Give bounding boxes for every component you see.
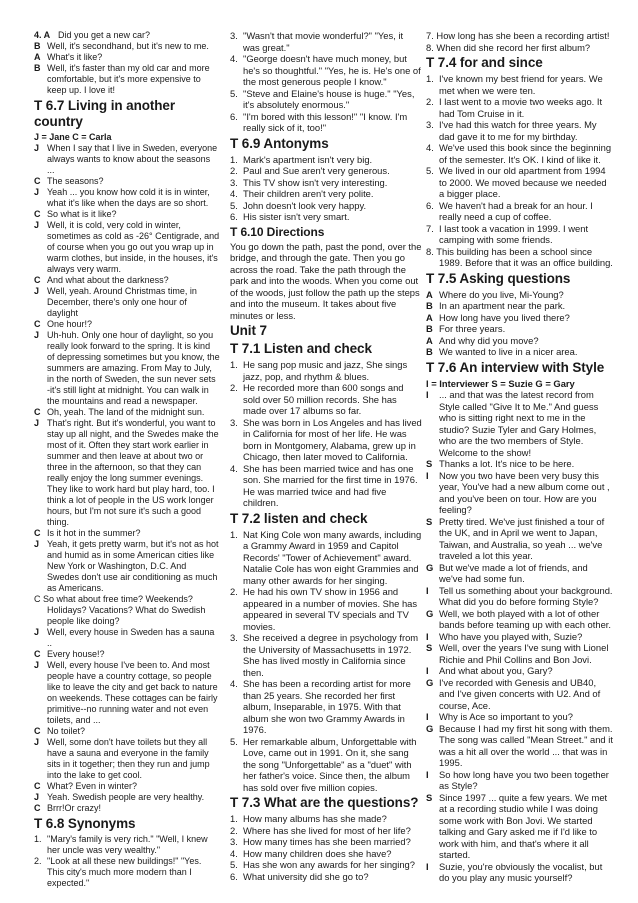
speaker-label: 4. A — [34, 30, 51, 40]
dialogue-line — [426, 389, 614, 458]
numbered-item — [230, 359, 422, 382]
line-text: Yeah ... you know how cold it is in winter, what it's like when the days are so short. — [47, 187, 210, 208]
section-heading: T 7.1 Listen and check — [230, 341, 372, 356]
speaker-label: G — [426, 676, 434, 688]
item-number: 1. — [426, 73, 434, 84]
line-text: So how long have you two been together as Style? — [439, 768, 609, 791]
item-number: 3. — [230, 30, 238, 41]
column-middle — [230, 30, 422, 882]
item-text: She received a degree in psychology from the University of Massachusetts in 1972. She has lived mostly in California since then. — [243, 632, 419, 678]
speaker-label: C — [34, 781, 41, 791]
numbered-item — [230, 678, 422, 736]
numbered-item — [426, 96, 614, 119]
dialogue-line — [34, 792, 220, 803]
item-number: 5. — [230, 87, 238, 99]
speaker-label: J — [34, 143, 40, 153]
speaker-label: C — [34, 275, 41, 285]
item-number: 4. — [230, 188, 238, 199]
paragraph: 8. When did she record her first album? — [426, 41, 591, 53]
dialogue-line — [426, 631, 614, 643]
dialogue-line — [34, 275, 220, 286]
section-heading: T 6.9 Antonyms — [230, 135, 329, 151]
speaker-key: I = Interviewer S = Suzie G = Gary — [426, 377, 575, 389]
dialogue-line — [34, 220, 220, 275]
dialogue-line — [34, 726, 220, 737]
dialogue-line — [34, 418, 220, 528]
speaker-label: J — [34, 627, 40, 637]
dialogue-line — [426, 335, 614, 347]
dialogue-line — [34, 63, 220, 96]
numbered-item — [230, 586, 422, 632]
speaker-label: C — [34, 803, 41, 813]
section-heading: T 7.3 What are the questions? — [230, 795, 419, 810]
item-text: "Mary's family is very rich." "Well, I knew her uncle was very wealthy." — [47, 834, 208, 855]
item-number: 1. — [230, 153, 238, 165]
section-heading: T 7.5 Asking questions — [426, 270, 571, 286]
numbered-item — [230, 211, 422, 223]
dialogue-line — [426, 346, 614, 358]
item-number: 5. — [426, 165, 434, 176]
line-text: And what about the darkness? — [47, 275, 169, 285]
numbered-item — [230, 529, 422, 587]
item-number: 2. — [34, 856, 42, 866]
line-text: We wanted to live in a nicer area. — [439, 346, 578, 357]
numbered-item — [230, 632, 422, 678]
item-number: 6. — [426, 199, 434, 211]
section-heading: T 6.8 Synonyms — [34, 816, 136, 831]
item-text: John doesn't look very happy. — [243, 199, 367, 211]
speaker-label: I — [426, 768, 429, 780]
dialogue-line — [426, 642, 614, 665]
paragraph: C So what about free time? Weekends? Holidays? Vacations? What do Swedish people like doing? — [34, 594, 206, 626]
item-text: Has she won any awards for her singing? — [243, 859, 415, 870]
item-text: I've had this watch for three years. My dad gave it to me for my birthday. — [439, 119, 597, 142]
speaker-label: S — [426, 642, 433, 653]
item-number: 7. — [426, 222, 434, 234]
speaker-label: A — [426, 288, 433, 300]
dialogue-line — [34, 41, 220, 52]
line-text: Well, it's secondhand, but it's new to me. — [47, 41, 209, 51]
dialogue-line — [34, 30, 220, 41]
line-text: The seasons? — [47, 176, 104, 186]
section-heading: T 7.2 listen and check — [230, 510, 368, 526]
speaker-label: B — [426, 323, 433, 334]
line-text: No toilet? — [47, 726, 86, 736]
speaker-label: A — [426, 311, 433, 323]
line-text: Now you two have been very busy this year, You've had a new album come out , and you've been on tour. How are you feeling? — [439, 469, 610, 515]
item-number: 4. — [230, 678, 238, 689]
speaker-label: J — [34, 660, 40, 670]
line-text: Well, over the years I've sung with Lionel Richie and Phil Collins and Bon Jovi. — [439, 642, 609, 665]
item-text: He sang pop music and jazz, She sings jazz, pop, and rhythm & blues. — [243, 359, 408, 382]
numbered-item — [230, 736, 422, 794]
speaker-label: I — [426, 665, 429, 676]
item-number: 1. — [230, 528, 238, 540]
item-number: 3. — [230, 176, 238, 188]
speaker-label: C — [34, 209, 41, 219]
item-number: 6. — [230, 110, 238, 122]
numbered-item — [426, 73, 614, 96]
line-text: Did you get a new car? — [58, 30, 151, 40]
numbered-item — [230, 382, 422, 417]
numbered-item — [230, 188, 422, 200]
line-text: Well, it is cold, very cold in winter, sometimes as cold as -26° Centigrade, and of course when you go out you wrap up in warm clothes, but inside, in the houses, it's always very warm. — [47, 220, 220, 274]
speaker-label: A — [426, 334, 433, 346]
speaker-label: J — [34, 418, 40, 428]
dialogue-line — [34, 187, 220, 209]
item-number: 5. — [230, 199, 238, 211]
item-text: She has been married twice and has one son. She married for the first time in 1976. He was married twice and had five children. — [243, 462, 418, 508]
numbered-item — [426, 200, 614, 223]
line-text: Thanks a lot. It's nice to be here. — [439, 458, 575, 469]
dialogue-line — [426, 458, 614, 470]
line-text: Brrr!Or crazy! — [47, 803, 101, 813]
line-text: Well, every house I've been to. And most people have a country cottage, so people like to leave the city and get back to nature on weekends. These cottages can be fairly primitive--no running water and not even toilets, and ... — [47, 660, 218, 725]
dialogue-line — [426, 665, 614, 677]
speaker-label: B — [426, 300, 433, 311]
numbered-item — [426, 142, 614, 165]
numbered-item — [230, 88, 422, 111]
dialogue-line — [426, 677, 614, 712]
dialogue-line — [34, 781, 220, 792]
paragraph: 7. How long has she been a recording artist! — [426, 30, 610, 41]
dialogue-line — [34, 52, 220, 63]
line-text: Well, some don't have toilets but they all have a sauna and everyone in the family sits in it together; then they run and jump into the lake to get cool. — [47, 737, 210, 780]
dialogue-line — [34, 286, 220, 319]
dialogue-line — [426, 585, 614, 608]
line-text: Is it hot in the summer? — [47, 528, 141, 538]
dialogue-line — [426, 323, 614, 335]
line-text: Who have you played with, Suzie? — [439, 630, 583, 642]
dialogue-line — [34, 528, 220, 539]
line-text: One hour!? — [47, 319, 93, 329]
paragraph: 8. This building has been a school since 1989. Before that it was an office building. — [426, 245, 613, 268]
item-number: 1. — [34, 834, 42, 844]
speaker-label: S — [426, 458, 433, 469]
speaker-label: C — [34, 528, 41, 538]
line-text: Oh, yeah. The land of the midnight sun. — [47, 407, 205, 417]
speaker-label: J — [34, 330, 40, 340]
item-text: We lived in our old apartment from 1994 to 2000. We moved because we needed a bigger place. — [439, 165, 607, 199]
item-number: 3. — [230, 836, 238, 847]
dialogue-line — [34, 330, 220, 407]
speaker-label: J — [34, 187, 40, 197]
item-text: I last took a vacation in 1999. I went camping with some friends. — [439, 222, 589, 245]
line-text: And why did you move? — [439, 334, 539, 346]
line-text: Every house!? — [47, 649, 105, 659]
dialogue-line — [426, 516, 614, 562]
item-text: Mark's apartment isn't very big. — [243, 153, 373, 165]
dialogue-line — [426, 562, 614, 585]
item-text: I've known my best friend for years. We met when we were ten. — [439, 73, 603, 96]
item-text: She has been a recording artist for more than 25 years. She recorded her first album, Inseparable, in 1975. With that album she won two Grammy Awards in 1976. — [243, 678, 411, 735]
item-text: "I'm bored with this lesson!" "I know. I'm really sick of it, too!" — [243, 110, 408, 133]
item-number: 1. — [230, 359, 238, 370]
paragraph: You go down the path, past the pond, over the bridge, and through the gate. Then you go across the road. Take the path through the park and into the woods. When you come out of the woods, just follow the path up the steps and into the museum. It takes about five minutes or less. — [230, 240, 422, 321]
numbered-item — [230, 165, 422, 177]
speaker-label: I — [426, 711, 429, 722]
line-text: ... and that was the latest record from Style called "Give It to Me." And guess who is sitting right next to me in the studio? Suzie Tyler and Gary Holmes, who are the two members of Style. Welcome to the show! — [439, 389, 599, 458]
item-text: His sister isn't very smart. — [243, 211, 350, 222]
numbered-item — [230, 848, 422, 860]
item-text: How many albums has she made? — [243, 813, 387, 824]
section-heading: T 6.10 Directions — [230, 224, 325, 239]
speaker-key: J = Jane C = Carla — [34, 132, 112, 142]
dialogue-line — [426, 289, 614, 301]
line-text: Why is Ace so important to you? — [439, 711, 573, 722]
numbered-item — [230, 836, 422, 848]
speaker-label: C — [34, 176, 41, 186]
speaker-label: I — [426, 584, 429, 596]
speaker-label: J — [34, 539, 40, 549]
item-number: 5. — [230, 735, 238, 747]
item-number: 2. — [230, 824, 238, 836]
numbered-item — [230, 825, 422, 837]
dialogue-line — [34, 143, 220, 176]
numbered-item — [230, 871, 422, 883]
item-text: What university did she go to? — [243, 870, 369, 882]
line-text: When I say that I live in Sweden, everyone always wants to know about the seasons ... — [47, 143, 218, 175]
speaker-label: B — [426, 346, 433, 357]
item-text: I last went to a movie two weeks ago. It had Tom Cruise in it. — [439, 96, 603, 119]
line-text: For three years. — [439, 323, 506, 334]
dialogue-line — [426, 711, 614, 723]
item-text: Nat King Cole won many awards, including a Grammy Award in 1959 and Capitol Records' "Tower of Achievement" award. Natalie Cole has won eight Grammies and many other awards for her singing. — [243, 528, 422, 586]
item-text: Her remarkable album, Unforgettable with Love, came out in 1991. On it, she sang the song "Unforgettable" as a "duet" with her father's voice. Since then, the album has sold over five million copies. — [243, 735, 417, 793]
item-number: 4. — [426, 142, 434, 153]
item-text: Their children aren't very polite. — [243, 188, 374, 199]
item-text: Where has she lived for most of her life? — [243, 824, 411, 836]
speaker-label: G — [426, 561, 434, 573]
line-text: So what is it like? — [47, 209, 117, 219]
dialogue-line — [34, 660, 220, 726]
speaker-label: A — [34, 52, 41, 62]
speaker-label: J — [34, 737, 40, 747]
numbered-item — [230, 417, 422, 463]
numbered-item — [230, 200, 422, 212]
speaker-label: G — [426, 722, 434, 734]
line-text: Suzie, you're obviously the vocalist, but do you play any music yourself? — [439, 860, 603, 883]
speaker-label: J — [34, 286, 40, 296]
speaker-label: C — [34, 319, 41, 329]
speaker-label: C — [34, 407, 41, 417]
dialogue-line — [426, 470, 614, 516]
numbered-item — [426, 223, 614, 246]
numbered-item — [426, 165, 614, 200]
dialogue-line — [34, 209, 220, 220]
speaker-label: B — [34, 63, 41, 73]
speaker-label: B — [34, 41, 41, 51]
numbered-item — [230, 53, 422, 88]
numbered-item — [34, 834, 220, 856]
line-text: Tell us something about your background. What did you do before forming Style? — [439, 584, 613, 607]
dialogue-line — [426, 769, 614, 792]
numbered-item — [230, 177, 422, 189]
dialogue-line — [34, 803, 220, 814]
speaker-label: S — [426, 515, 433, 527]
speaker-label: C — [34, 726, 41, 736]
dialogue-line — [34, 539, 220, 594]
speaker-label: C — [34, 649, 41, 659]
line-text: Well, it's faster than my old car and more comfortable, but it's more expensive to keep up. I love it! — [47, 63, 210, 95]
item-text: How many times has she been married? — [243, 836, 411, 847]
column-right — [426, 30, 614, 884]
line-text: How long have you lived there? — [439, 311, 570, 323]
item-number: 6. — [230, 870, 238, 882]
item-text: He recorded more than 600 songs and sold over 50 million records. She has made over 17 albums so far. — [243, 382, 404, 416]
item-number: 2. — [426, 96, 434, 107]
section-heading: T 6.7 Living in another country — [34, 98, 175, 129]
item-number: 3. — [230, 632, 238, 643]
speaker-label: J — [34, 220, 40, 230]
item-number: 2. — [230, 586, 238, 597]
line-text: Yeah. Swedish people are very healthy. — [47, 792, 205, 802]
speaker-label: J — [34, 792, 40, 802]
item-number: 4. — [230, 462, 238, 474]
dialogue-line — [426, 608, 614, 631]
line-text: Uh-huh. Only one hour of daylight, so you really look forward to the spring. It is kind of depressing sometimes but you know, the summers are amazing. From May to July, in the north of Sweden, the sun never sets -it's still light at midnight. You can walk in the mountains and read a newspaper. — [47, 330, 220, 406]
item-number: 1. — [230, 813, 238, 824]
dialogue-line — [34, 407, 220, 418]
speaker-label: I — [426, 389, 429, 400]
line-text: Where do you live, Mi-Young? — [439, 288, 564, 300]
dialogue-line — [34, 319, 220, 330]
item-number: 2. — [230, 382, 238, 393]
line-text: What's it like? — [47, 52, 103, 62]
numbered-item — [230, 463, 422, 509]
line-text: Well, we both played with a lot of other bands before teaming up with each other. — [439, 607, 611, 630]
item-number: 6. — [230, 211, 238, 222]
section-heading: Unit 7 — [230, 323, 267, 338]
dialogue-line — [34, 737, 220, 781]
line-text: Pretty tired. We've just finished a tour of the UK, and in April we went to Japan, Taiwan, and Australia, so yeah ... we've traveled a lot this year. — [439, 515, 605, 561]
dialogue-line — [426, 312, 614, 324]
section-heading: T 7.4 for and since — [426, 55, 543, 70]
numbered-item — [230, 859, 422, 871]
item-text: "Steve and Elaine's house is huge." "Yes, it's absolutely enormous." — [243, 87, 415, 110]
item-text: We've used this book since the beginning of the semester. It's OK. I kind of like it. — [439, 142, 612, 165]
item-number: 3. — [426, 119, 434, 130]
line-text: Since 1997 ... quite a few years. We met at a recording studio while I was doing some work with Bon Jovi. We started talking and Gary asked me if I'd like to work with him, and that's where it all started. — [439, 791, 608, 860]
numbered-item — [230, 30, 422, 53]
dialogue-line — [34, 176, 220, 187]
line-text: What? Even in winter? — [47, 781, 138, 791]
section-heading: T 7.6 An interview with Style — [426, 359, 605, 375]
item-number: 5. — [230, 859, 238, 870]
speaker-label: I — [426, 469, 429, 481]
numbered-item — [230, 813, 422, 825]
item-number: 3. — [230, 416, 238, 428]
speaker-label: I — [426, 860, 429, 872]
item-text: How many children does she have? — [243, 847, 392, 859]
dialogue-line — [426, 792, 614, 861]
dialogue-line — [426, 861, 614, 884]
item-text: "George doesn't have much money, but he's so thoughtful." "Yes, he is. He's one of the most generous people I know." — [243, 53, 421, 87]
dialogue-line — [426, 723, 614, 769]
item-text: He had his own TV show in 1956 and appeared in a number of movies. She has appeared in several TV specials and TV movies. — [243, 586, 418, 632]
item-text: We haven't had a break for an hour. I really need a cup of coffee. — [439, 199, 593, 222]
line-text: That's right. But it's wonderful, you want to stay up all night, and the Swedes make the most of it. Often they start work earlier in summer and then leave at about two or three in the afternoon, so that they can really enjoy the long summer evenings. They like to work hard but play hard, too. I think a lot of people in the US work longer hours, but I'm not sure it's such a good thing. — [47, 418, 219, 527]
numbered-item — [230, 111, 422, 134]
speaker-label: G — [426, 607, 434, 619]
item-text: "Look at all these new buildings!" "Yes. This city's much more modern than I expected." — [47, 856, 202, 888]
item-text: This TV show isn't very interesting. — [243, 176, 388, 188]
dialogue-line — [34, 649, 220, 660]
dialogue-line — [34, 627, 220, 649]
line-text: But we've made a lot of friends, and we've had some fun. — [439, 561, 588, 584]
speaker-label: S — [426, 791, 433, 803]
line-text: Yeah, it gets pretty warm, but it's not as hot and humid as in some American cities like New York or Washington, D.C. And Swedes don't use air conditioning as much as Americans. — [47, 539, 219, 593]
item-number: 2. — [230, 165, 238, 176]
item-number: 4. — [230, 53, 238, 64]
numbered-item — [34, 856, 220, 889]
line-text: And what about you, Gary? — [439, 665, 553, 676]
line-text: Well, yeah. Around Christmas time, in December, there's only one hour of daylight — [47, 286, 197, 318]
item-text: "Wasn't that movie wonderful?" "Yes, it was great." — [243, 30, 404, 53]
line-text: I've recorded with Genesis and UB40, and I've given concerts with U2. And of course, Ace. — [439, 676, 601, 711]
numbered-item — [426, 119, 614, 142]
speaker-label: I — [426, 630, 429, 642]
column-left — [34, 30, 220, 889]
numbered-item — [230, 154, 422, 166]
dialogue-line — [426, 300, 614, 312]
line-text: Because I had my first hit song with them. The song was called "Mean Street." and it was a hit all over the world ... that was in 1995. — [439, 722, 613, 768]
item-text: She was born in Los Angeles and has lived in California for most of her life. He was born in Montgomery, Alabama, grew up in Chicago, then later moved to California. — [243, 416, 422, 462]
item-number: 4. — [230, 847, 238, 859]
line-text: In an apartment near the park. — [439, 300, 566, 311]
line-text: Well, every house in Sweden has a sauna .. — [47, 627, 215, 648]
item-text: Paul and Sue aren't very generous. — [243, 165, 390, 176]
